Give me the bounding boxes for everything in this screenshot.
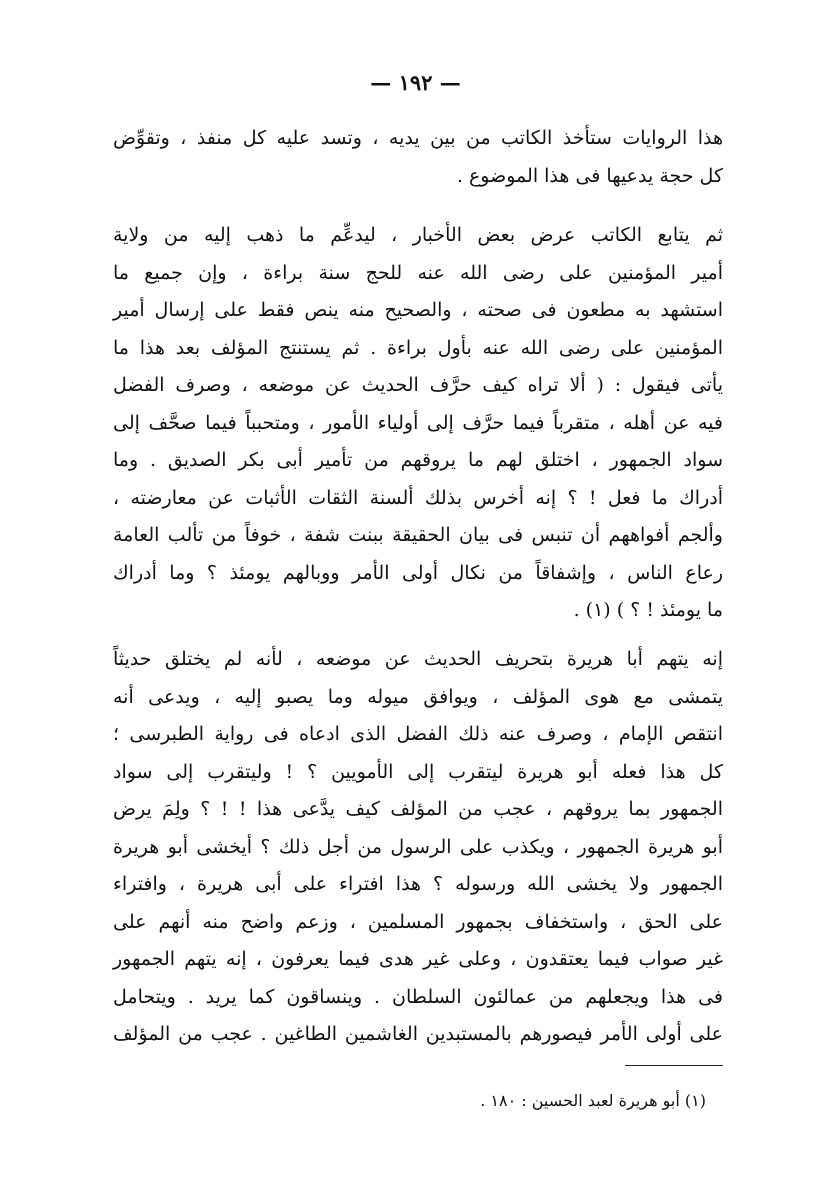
text-line: رعاع الناس ، وإشفاقاً من نكال أولى الأمر ووبالهم يومئذ ؟ وما أدراك: [113, 561, 723, 584]
page-number: — ١٩٢ —: [370, 70, 461, 95]
text-line: إنه يتهم أبا هريرة بتحريف الحديث عن موضعه ، لأنه لم يختلق حديثاً: [113, 648, 723, 670]
text-line: ثم يتابع الكاتب عرض بعض الأخبار ، ليدعِّم ما ذهب إليه من ولاية: [113, 224, 723, 246]
text-line: فيه عن أهله ، متقرباً فيما حرَّف إلى أولياء الأمور ، ومتحبباً فيما صحَّف إلى: [113, 411, 723, 434]
text-line: سواد الجمهور ، اختلق لهم ما يروقهم من تأمير أبى بكر الصديق . وما: [113, 449, 723, 471]
text-line: الجمهور ولا يخشى الله ورسوله ؟ هذا افتراء على أبى هريرة ، وافتراء: [113, 873, 723, 895]
text-line: كل حجة يدعيها فى هذا الموضوع .: [456, 164, 723, 187]
text-line: ما يومئذ ! ؟ ) (١) .: [573, 599, 723, 621]
text-line: المؤمنين على رضى الله عنه بأول براءة . ثم يستنتج المؤلف بعد هذا ما: [113, 336, 723, 359]
text-line: على أولى الأمر فيصورهم بالمستبدين الغاشمين الطاغين . عجب من المؤلف: [113, 1023, 723, 1045]
text-line: أدراك ما فعل ! ؟ إنه أخرس بذلك ألسنة الثقات الأثبات عن معارضته ،: [113, 486, 723, 509]
text-line: فى هذا ويجعلهم من عمالئون السلطان . وينساقون كما يريد . ويتحامل: [113, 985, 723, 1008]
text-line: يتمشى مع هوى المؤلف ، ويوافق ميوله وما يصبو إليه ، ويدعى أنه: [113, 685, 723, 708]
text-line: أمير المؤمنين على رضى الله عنه للحج سنة براءة ، وإن جميع ما: [113, 261, 723, 284]
footnote-divider: [625, 1065, 723, 1066]
text-line: يأتى فيقول : ( ألا تراه كيف حرَّف الحديث عن موضعه ، وصرف الفضل: [113, 374, 723, 396]
text-line: وألجم أفواههم أن تنبس فى بيان الحقيقة ببنت شفة ، خوفاً من تألب العامة: [113, 524, 723, 546]
text-line: هذا الروايات ستأخذ الكاتب من بين يديه ، وتسد عليه كل منفذ ، وتقوِّض: [113, 127, 723, 149]
text-line: على الحق ، واستخفاف بجمهور المسلمين ، وزعم واضح منه أنهم على: [113, 910, 723, 933]
paragraph-1: [113, 120, 723, 195]
paragraph-2: [113, 217, 723, 630]
text-line: الجمهور بما يروقهم ، عجب من المؤلف كيف يدَّعى هذا ! ! ؟ ولِمَ يرض: [113, 798, 723, 820]
footnote: (١) أبو هريرة لعبد الحسين : ١٨٠ .: [480, 1091, 706, 1110]
paragraph-3: [113, 641, 723, 1054]
text-line: انتقص الإمام ، وصرف عنه ذلك الفضل الذى ادعاه فى رواية الطبرسى ؛: [113, 723, 723, 745]
text-line: كل هذا فعله أبو هريرة ليتقرب إلى الأمويين ؟ ! وليتقرب إلى سواد: [113, 760, 723, 783]
text-line: استشهد به مطعون فى صحته ، والصحيح منه ينص فقط على إرسال أمير: [113, 299, 723, 321]
text-line: أبو هريرة الجمهور ، ويكذب على الرسول من أجل ذلك ؟ أيخشى أبو هريرة: [113, 835, 723, 858]
text-line: غير صواب فيما يعتقدون ، وعلى غير هدى فيما يعرفون ، إنه يتهم الجمهور: [113, 948, 724, 970]
